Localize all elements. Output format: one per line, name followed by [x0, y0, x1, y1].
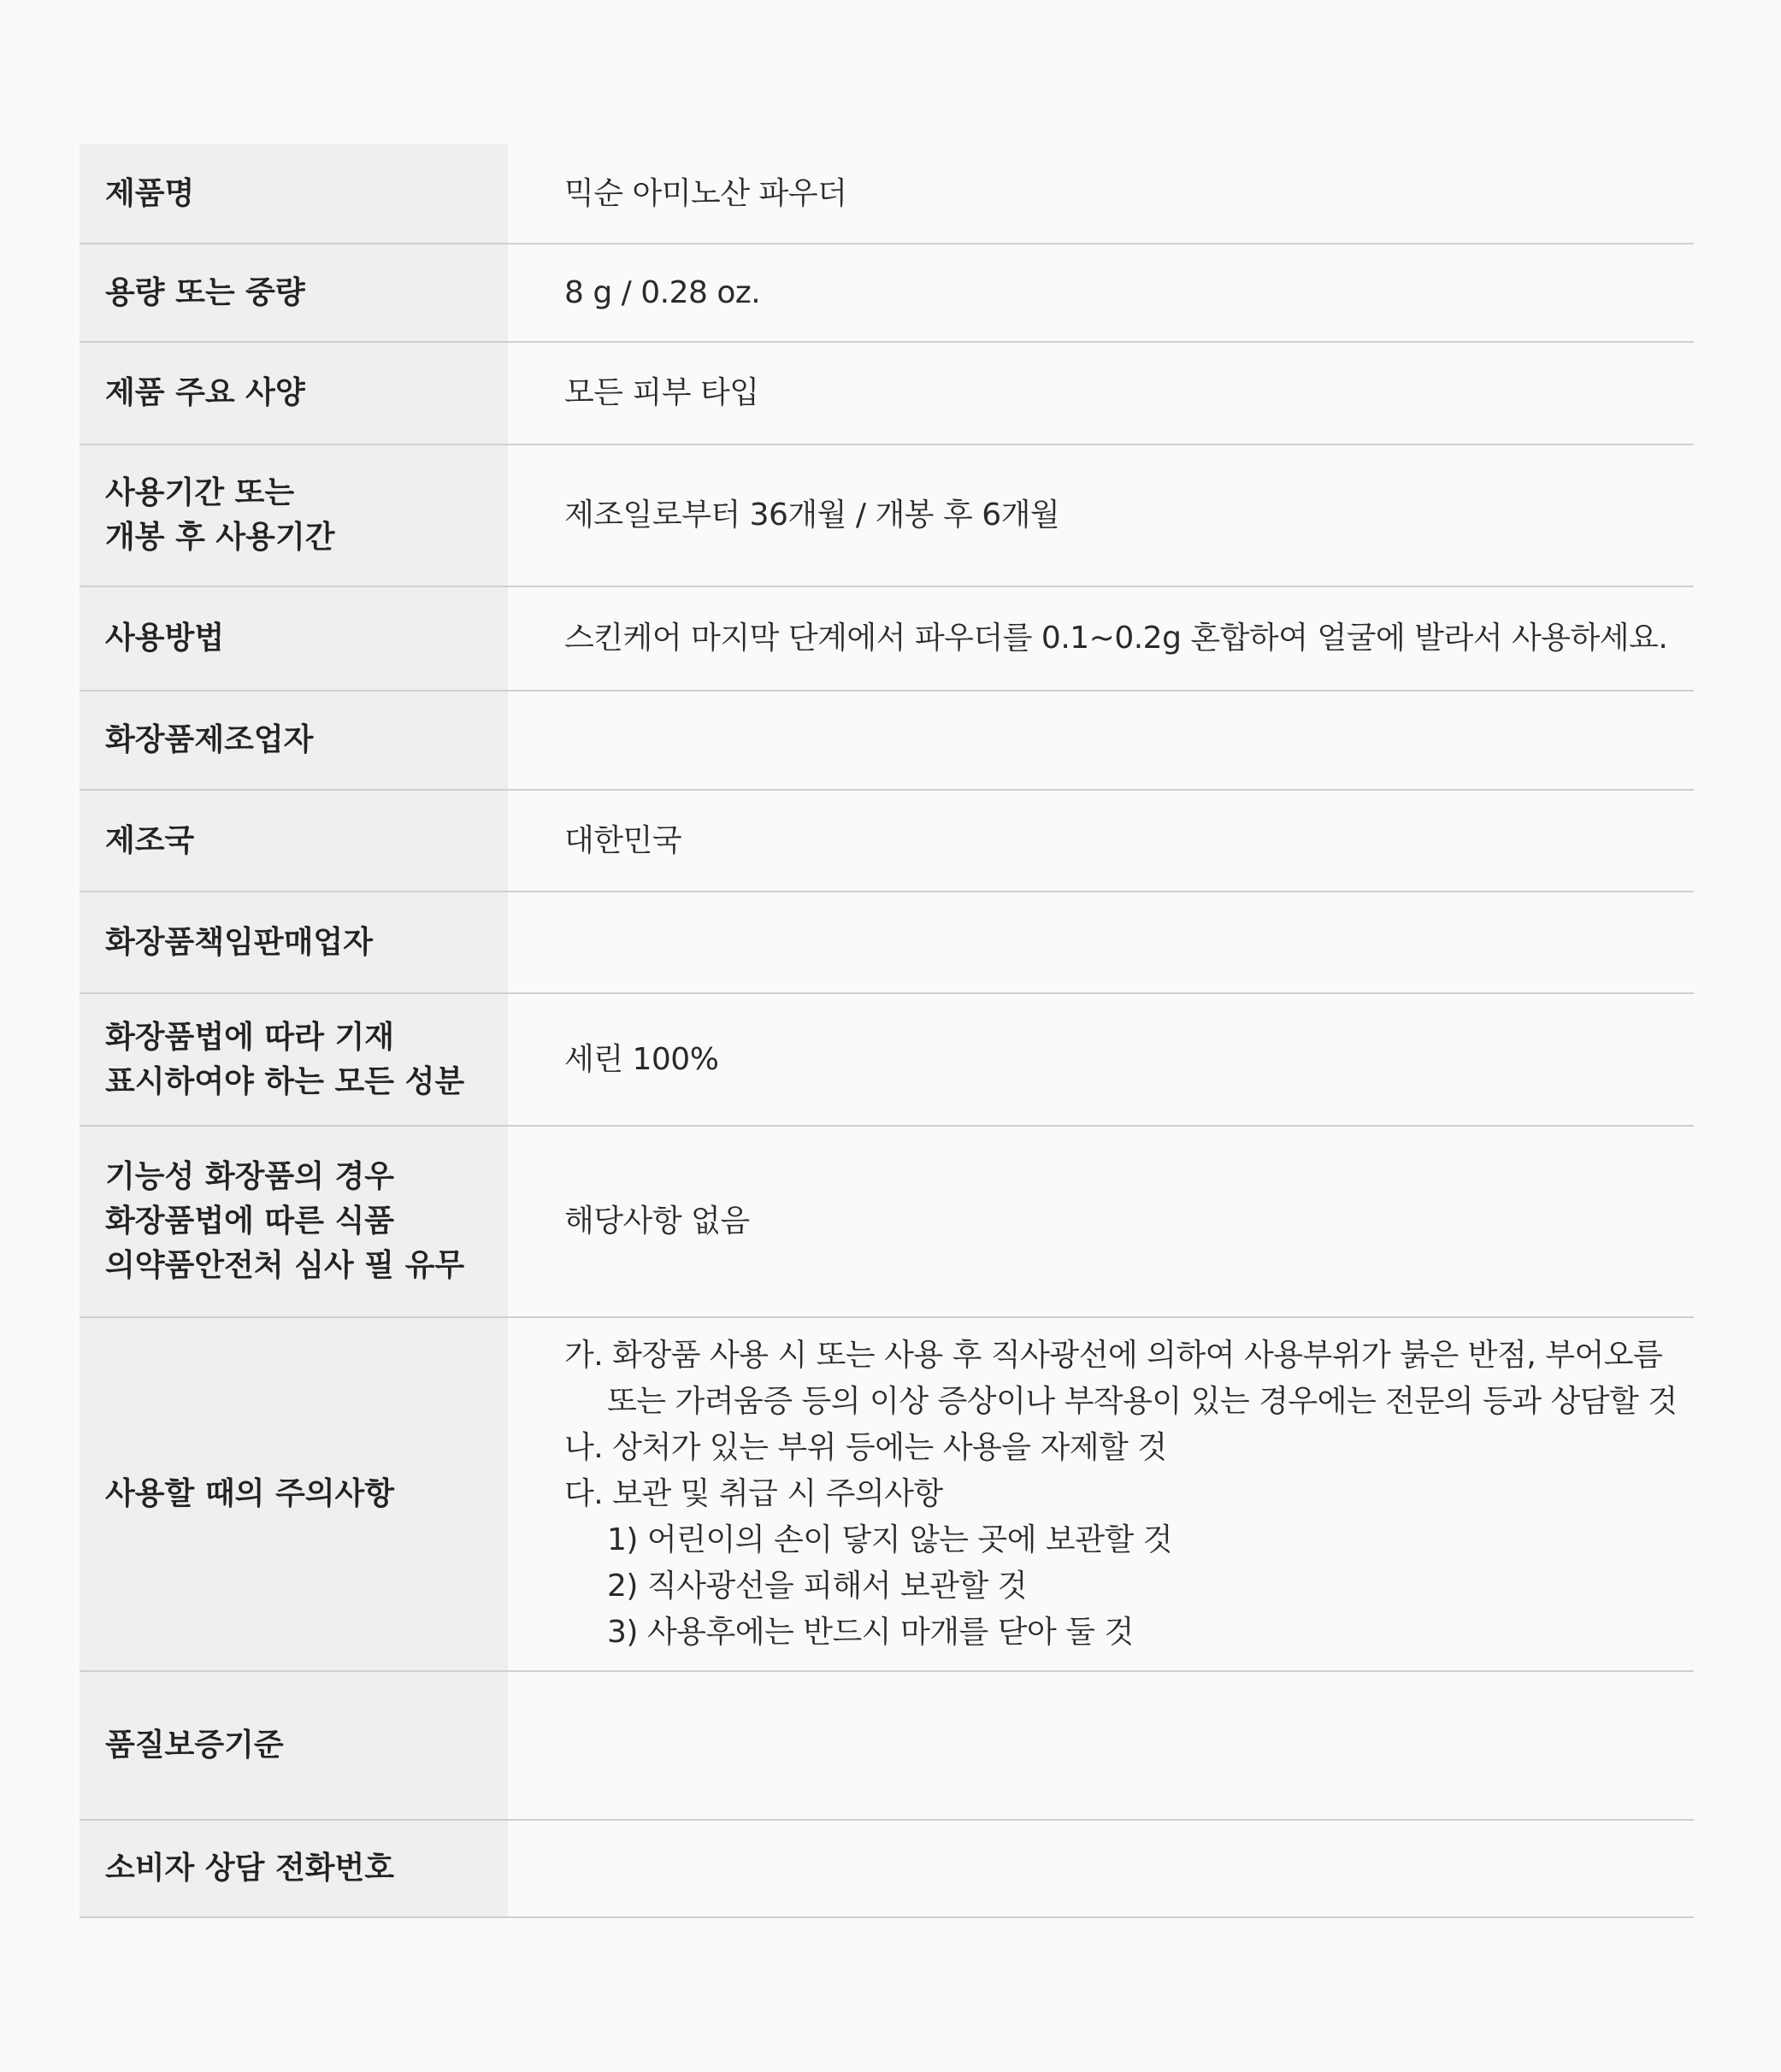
- value-functional-review: 해당사항 없음: [508, 1126, 1694, 1317]
- value-distributor: [508, 892, 1694, 993]
- label-precautions: 사용할 때의 주의사항: [80, 1317, 508, 1671]
- value-capacity: 8 g / 0.28 oz.: [508, 244, 1694, 342]
- row-usage-period: [80, 444, 1694, 586]
- row-ingredients: [80, 993, 1694, 1126]
- label-capacity: 용량 또는 중량: [80, 244, 508, 342]
- label-functional-review: 기능성 화장품의 경우 화장품법에 따른 식품 의약품안전처 심사 필 유무: [80, 1126, 508, 1317]
- value-usage-period: 제조일로부터 36개월 / 개봉 후 6개월: [508, 444, 1694, 586]
- precaution-line: 1) 어린이의 손이 닿지 않는 곳에 보관할 것: [607, 1522, 1172, 1557]
- precaution-line: 다. 보관 및 취급 시 주의사항: [564, 1476, 943, 1511]
- label-product-name: 제품명: [80, 144, 508, 244]
- row-product-name: [80, 144, 1694, 244]
- label-manufacturer: 화장품제조업자: [80, 691, 508, 790]
- label-country: 제조국: [80, 790, 508, 892]
- label-main-spec: 제품 주요 사양: [80, 342, 508, 444]
- row-quality-standard: [80, 1671, 1694, 1820]
- row-distributor: [80, 892, 1694, 993]
- row-main-spec: [80, 342, 1694, 444]
- precaution-line: 나. 상처가 있는 부위 등에는 사용을 자제할 것: [564, 1430, 1167, 1465]
- value-precautions: [508, 1317, 1694, 1671]
- value-ingredients: 세린 100%: [508, 993, 1694, 1126]
- precaution-line: 또는 가려움증 등의 이상 증상이나 부작용이 있는 경우에는 전문의 등과 상담할 것: [607, 1384, 1678, 1419]
- value-main-spec: 모든 피부 타입: [508, 342, 1694, 444]
- label-ingredients: 화장품법에 따라 기재 표시하여야 하는 모든 성분: [80, 993, 508, 1126]
- label-distributor: 화장품책임판매업자: [80, 892, 508, 993]
- value-how-to-use: 스킨케어 마지막 단계에서 파우더를 0.1~0.2g 혼합하여 얼굴에 발라서 사용하세요.: [508, 586, 1694, 691]
- label-consumer-phone: 소비자 상담 전화번호: [80, 1820, 508, 1917]
- value-manufacturer: [508, 691, 1694, 790]
- row-country: [80, 790, 1694, 892]
- precaution-line: 3) 사용후에는 반드시 마개를 닫아 둘 것: [607, 1615, 1134, 1650]
- row-how-to-use: [80, 586, 1694, 691]
- value-consumer-phone: [508, 1820, 1694, 1917]
- row-functional-review: [80, 1126, 1694, 1317]
- label-usage-period: 사용기간 또는 개봉 후 사용기간: [80, 444, 508, 586]
- value-quality-standard: [508, 1671, 1694, 1820]
- label-quality-standard: 품질보증기준: [80, 1671, 508, 1820]
- row-capacity: [80, 244, 1694, 342]
- value-product-name: 믹순 아미노산 파우더: [508, 144, 1694, 244]
- precaution-line: 가. 화장품 사용 시 또는 사용 후 직사광선에 의하여 사용부위가 붉은 반점, 부어오름: [564, 1338, 1663, 1373]
- precaution-line: 2) 직사광선을 피해서 보관할 것: [607, 1569, 1028, 1604]
- row-precautions: [80, 1317, 1694, 1671]
- value-country: 대한민국: [508, 790, 1694, 892]
- product-info-table: [80, 144, 1694, 1918]
- row-consumer-phone: [80, 1820, 1694, 1917]
- label-how-to-use: 사용방법: [80, 586, 508, 691]
- row-manufacturer: [80, 691, 1694, 790]
